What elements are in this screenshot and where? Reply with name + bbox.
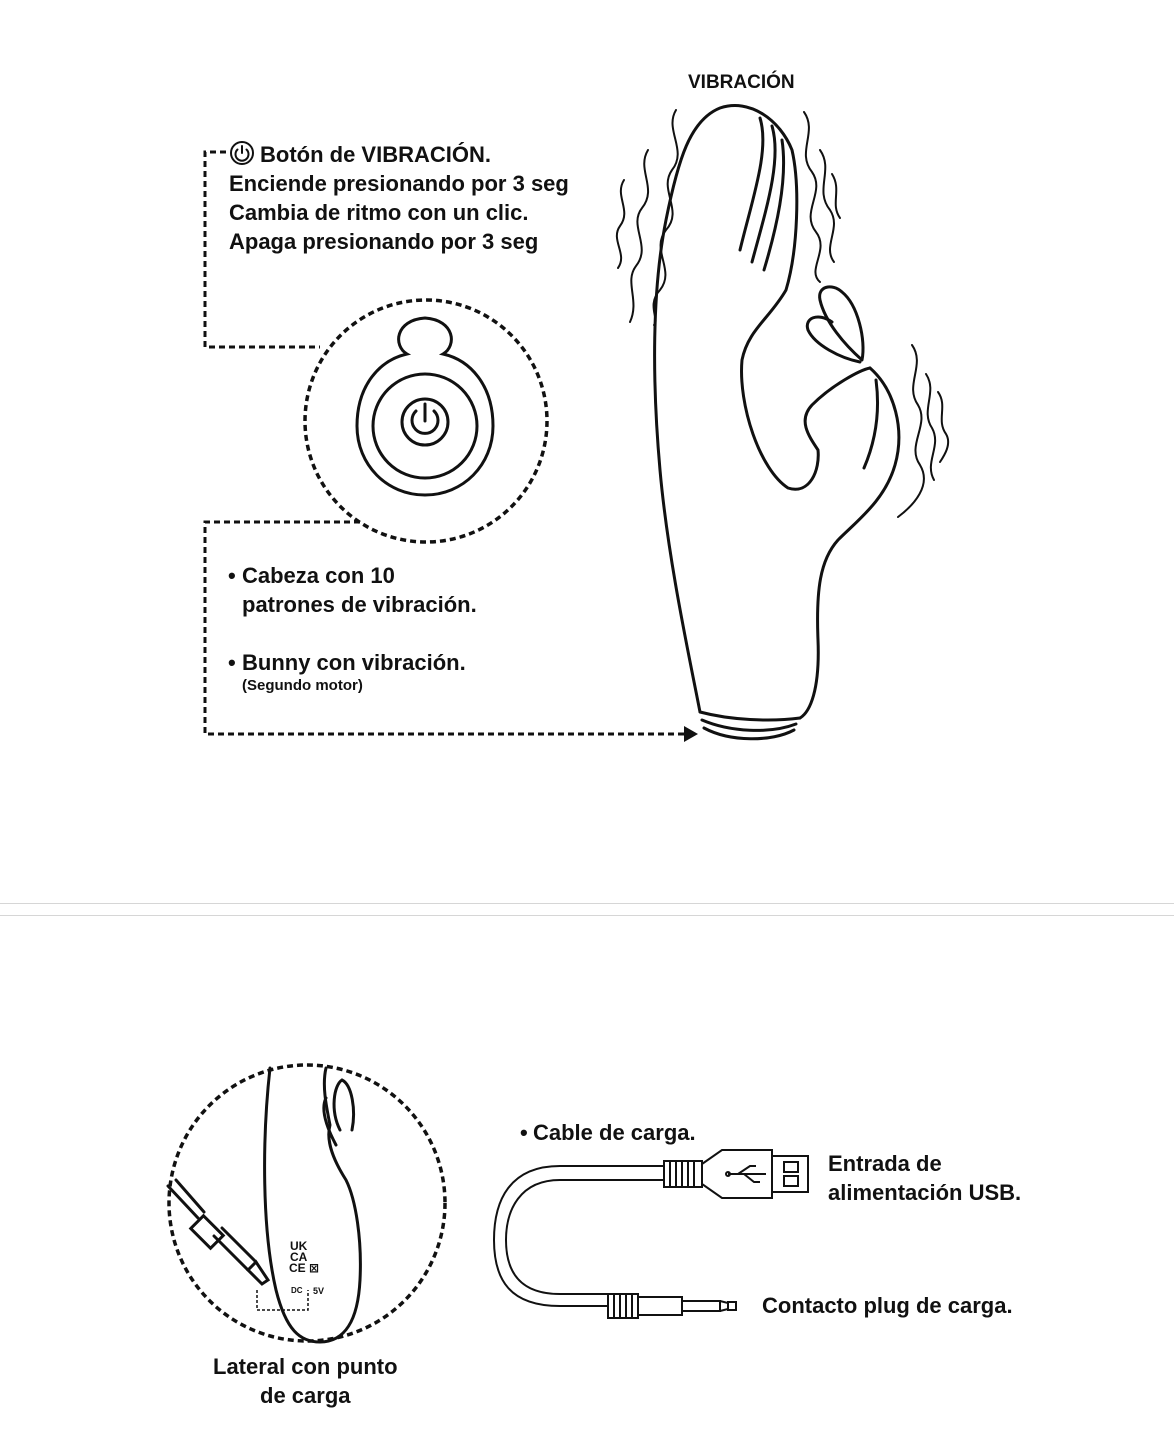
power-icon-small — [229, 140, 255, 166]
plug-label: Contacto plug de carga. — [762, 1293, 1013, 1318]
charging-point-closeup — [160, 1055, 460, 1355]
button-closeup — [295, 290, 555, 550]
cable-bullet: • — [520, 1120, 528, 1145]
button-info-line3: Apaga presionando por 3 seg — [229, 229, 539, 254]
feature-head-line2: patrones de vibración. — [242, 592, 477, 617]
usb-label-line2: alimentación USB. — [828, 1180, 1022, 1205]
cable-label: Cable de carga. — [533, 1120, 696, 1145]
vibration-label: VIBRACIÓN — [688, 72, 795, 93]
volt-mark: 5V — [313, 1286, 325, 1296]
feature-bunny: Bunny con vibración. — [242, 650, 466, 675]
dc-mark: DC — [291, 1286, 303, 1295]
button-info-title: Botón de VIBRACIÓN. — [260, 142, 491, 167]
usb-label-line1: Entrada de — [828, 1151, 942, 1176]
feature-bunny-bullet: • — [228, 650, 236, 675]
section-divider-top — [0, 903, 1174, 904]
ukca-mark-bottom: CA — [290, 1250, 308, 1264]
feature-head-bullet: • — [228, 563, 236, 588]
section-divider-bottom — [0, 915, 1174, 916]
ukca-mark-top: UK — [290, 1239, 308, 1253]
side-label-line1: Lateral con punto — [213, 1354, 398, 1379]
side-label-line2: de carga — [260, 1383, 351, 1408]
rabbit-vibrator-illustration — [600, 90, 1000, 790]
button-info-line1: Enciende presionando por 3 seg — [229, 171, 569, 196]
feature-head-line1: Cabeza con 10 — [242, 563, 395, 588]
button-info-line2: Cambia de ritmo con un clic. — [229, 200, 529, 225]
ce-recycle-marks: CE ⊠ — [289, 1261, 320, 1275]
feature-bunny-note: (Segundo motor) — [242, 677, 363, 694]
